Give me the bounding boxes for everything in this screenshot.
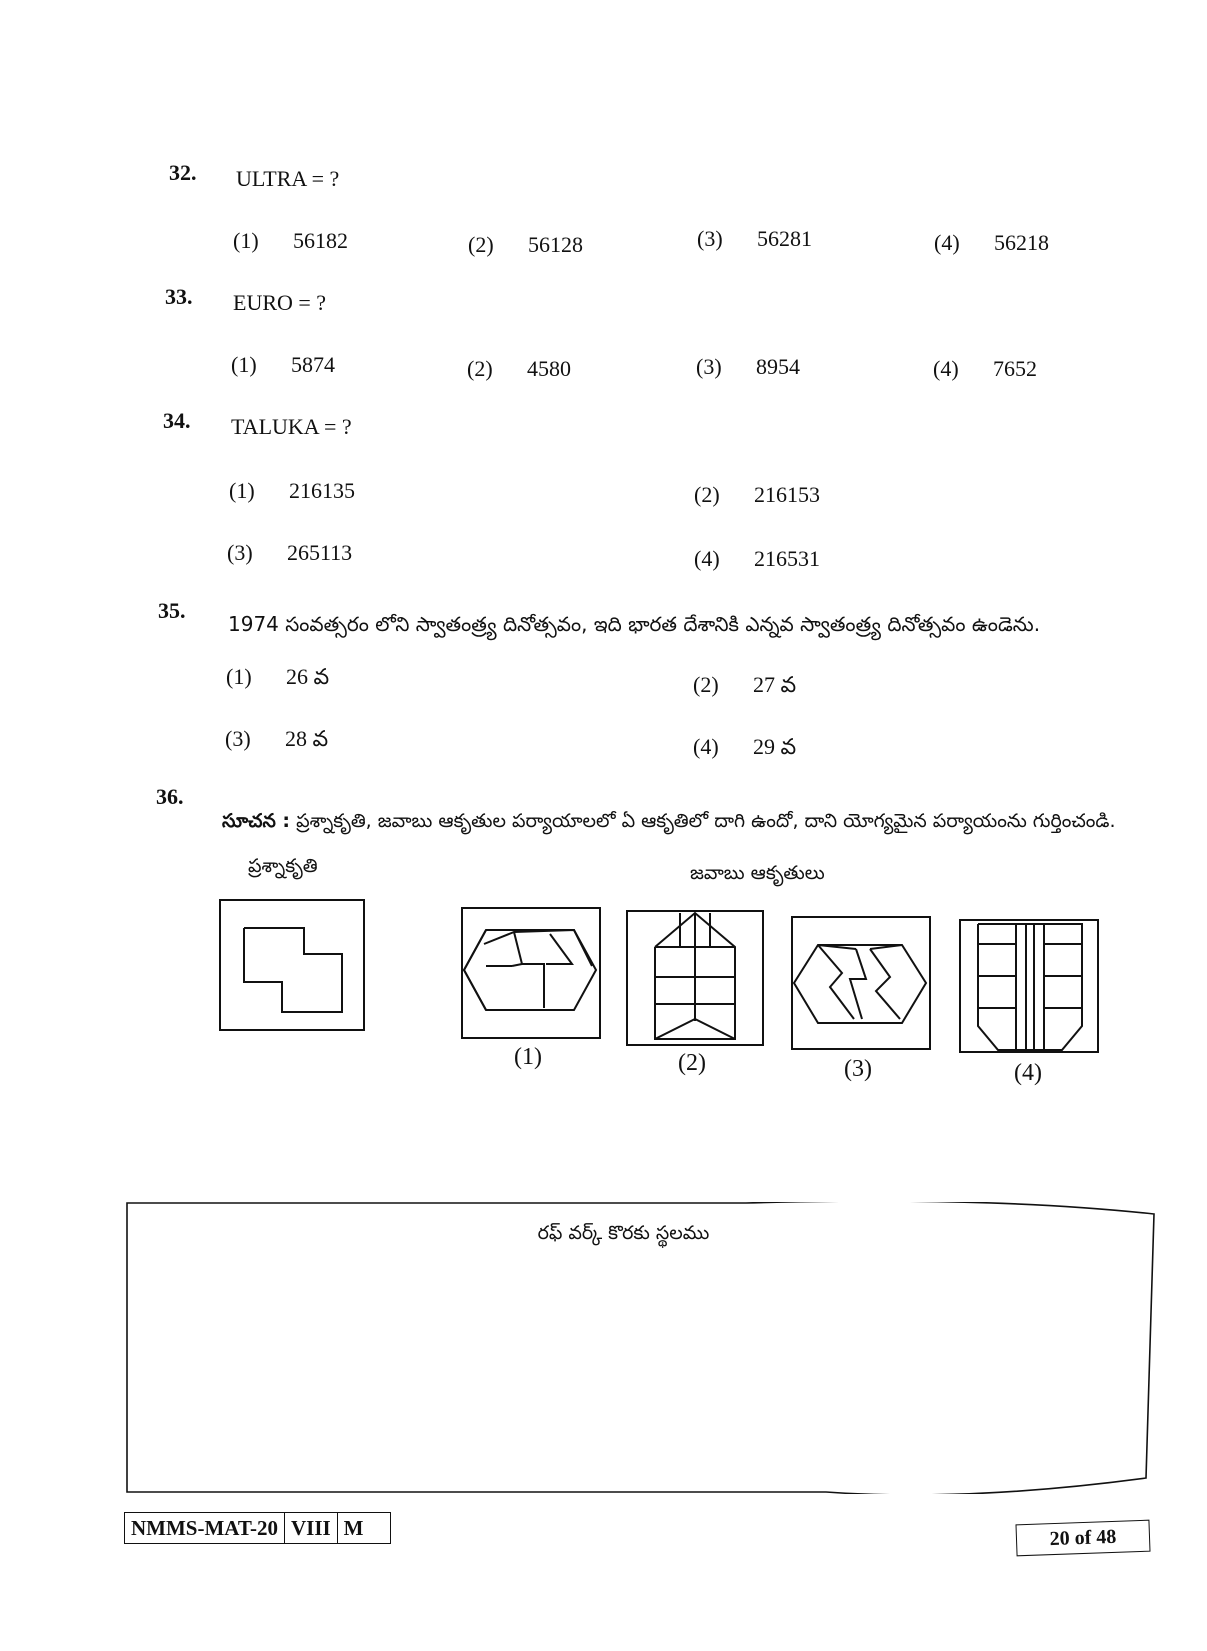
answer-caption-2: (2) (678, 1050, 706, 1076)
option-value: 4580 (527, 356, 571, 381)
question-text: 1974 సంవత్సరం లోని స్వాతంత్ర్య దినోత్సవం, ఇది భారత దేశానికి ఎన్నవ స్వాతంత్ర్య దినోత్సవం ఉండెను. (228, 612, 1041, 636)
option[interactable] (225, 726, 328, 757)
problem-figure (218, 898, 368, 1034)
option[interactable] (694, 546, 820, 572)
option-number: (3) (697, 226, 723, 251)
option-number: (4) (694, 546, 720, 571)
option[interactable] (693, 734, 796, 765)
answer-figure-1[interactable] (460, 906, 602, 1042)
answer-figure-frame (792, 917, 930, 1049)
option-value: 56281 (757, 226, 812, 251)
option[interactable] (697, 226, 812, 252)
option-value: 216531 (754, 546, 820, 571)
option-value: 27 వ (753, 672, 797, 697)
option-number: (3) (696, 354, 722, 379)
instruction-text: ప్రశ్నాకృతి, జవాబు ఆకృతుల పర్యాయాలలో ఏ ఆకృతిలో దాగి ఉందో, దాని యోగ్యమైన పర్యాయంను గుర్తించండి. (296, 810, 1116, 832)
option-number: (1) (233, 228, 259, 253)
question-number: 34. (163, 408, 191, 433)
question-number: 32. (169, 160, 197, 185)
option-value: 28 వ (285, 726, 329, 751)
option[interactable] (467, 356, 571, 382)
z-shape (244, 928, 342, 1012)
answer-caption-4: (4) (1014, 1060, 1042, 1086)
question-instruction (222, 810, 1116, 837)
option-value: 56128 (528, 232, 583, 257)
option[interactable] (693, 672, 796, 703)
option[interactable] (229, 478, 355, 504)
option-value: 26 వ (286, 664, 330, 689)
option-number: (4) (933, 356, 959, 381)
option-value: 265113 (287, 540, 353, 565)
option-number: (2) (467, 356, 493, 381)
option-number: (4) (934, 230, 960, 255)
option-value: 8954 (756, 354, 800, 379)
hexagon (464, 930, 596, 1010)
option-number: (3) (225, 726, 251, 751)
question-number: 35. (158, 598, 186, 623)
shield-shape (978, 924, 1082, 1050)
option[interactable] (468, 232, 583, 258)
question-text: TALUKA = ? (231, 414, 352, 439)
option[interactable] (696, 354, 800, 380)
question-number: 36. (156, 784, 184, 809)
option-number: (2) (694, 482, 720, 507)
option-value: 7652 (993, 356, 1037, 381)
rough-work-label: రఫ్ వర్క్ కొరకు స్థలము (537, 1222, 710, 1244)
option-number: (3) (227, 540, 253, 565)
option-value: 216153 (754, 482, 820, 507)
option[interactable] (227, 540, 352, 566)
answer-figures-label: జవాబు ఆకృతులు (690, 862, 825, 884)
medium-code: M (337, 1513, 390, 1544)
option[interactable] (226, 664, 329, 695)
option-number: (1) (229, 478, 255, 503)
question-text: ULTRA = ? (236, 166, 340, 191)
option[interactable] (934, 230, 1049, 256)
paper-code: NMMS-MAT-20 (125, 1513, 285, 1544)
question-text: EURO = ? (233, 290, 327, 315)
option-number: (1) (231, 352, 257, 377)
option[interactable] (933, 356, 1037, 382)
answer-figure-frame (462, 908, 600, 1038)
option-value: 56218 (994, 230, 1049, 255)
instruction-label: సూచన : (222, 810, 291, 832)
option-number: (2) (693, 672, 719, 697)
answer-figure-4[interactable] (958, 918, 1100, 1054)
option-value: 216135 (289, 478, 355, 503)
option-value: 5874 (291, 352, 335, 377)
option[interactable] (231, 352, 335, 378)
option[interactable] (694, 482, 820, 508)
option-number: (1) (226, 664, 252, 689)
answer-caption-1: (1) (514, 1044, 542, 1070)
option-value: 29 వ (753, 734, 797, 759)
answer-caption-3: (3) (844, 1056, 872, 1082)
option-number: (4) (693, 734, 719, 759)
footer-code-table (124, 1512, 391, 1544)
option-number: (2) (468, 232, 494, 257)
page-number: 20 of 48 (1015, 1520, 1150, 1557)
class-code: VIII (284, 1513, 337, 1544)
answer-figure-3[interactable] (790, 915, 932, 1051)
option-value: 56182 (293, 228, 348, 253)
option[interactable] (233, 228, 348, 254)
problem-figure-label: ప్రశ్నాకృతి (248, 855, 318, 877)
question-number: 33. (165, 284, 193, 309)
answer-figure-2[interactable] (625, 909, 765, 1047)
